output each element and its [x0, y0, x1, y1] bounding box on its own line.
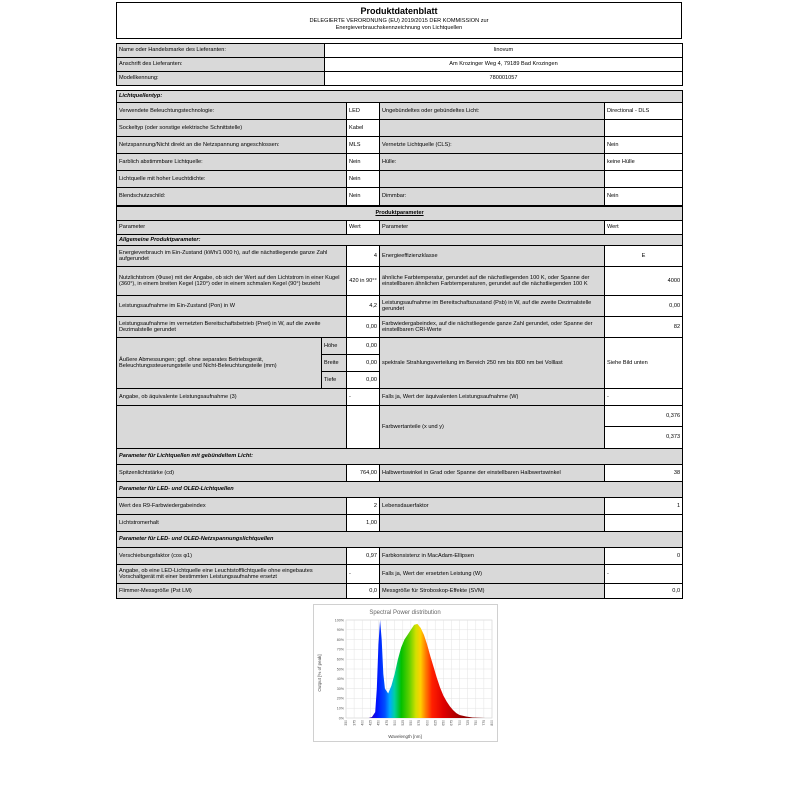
param-label: Angabe, ob eine LED-Lichtquelle eine Leuchtstofflichtquelle ohne eingebautes Vorschaltgerät mit einer bestimmten Leistungsaufnahme ersetzt [117, 565, 347, 584]
param-label: Wert des R9-Farbwiedergabeindex [117, 498, 347, 515]
x-tick-label: 375 [352, 720, 357, 726]
x-tick-label: 350 [344, 720, 349, 726]
supplier-table [116, 43, 683, 86]
param-label: Energieverbrauch im Ein-Zustand (kWh/1 000 h), auf die nächstliegende ganze Zahl aufgerundet [117, 246, 347, 267]
param-label: Leistungsaufnahme im Ein-Zustand (Pon) in W [117, 296, 347, 317]
regulation-line-2: Energieverbrauchskennzeichnung von Lichtquellen [335, 24, 463, 31]
dimension-key: Breite [322, 355, 347, 372]
type-label: Dimmbar: [380, 188, 605, 206]
type-label [380, 120, 605, 137]
x-tick-label: 675 [449, 720, 454, 726]
type-label: Hülle: [380, 154, 605, 171]
x-tick-label: 500 [392, 720, 397, 726]
section-allgemein: Allgemeine Produktparameter: [117, 235, 683, 246]
dimensions-label: Äußere Abmessungen; ggf. ohne separates Betriebsgerät, Beleuchtungssteuerungsteile und Nicht-Beleuchtungsteile (mm) [117, 338, 322, 389]
sheet-header [116, 2, 682, 39]
x-tick-label: 625 [433, 720, 438, 726]
param-label: Verschiebungsfaktor (cos φ1) [117, 548, 347, 565]
param-label: Spitzenlichtstärke (cd) [117, 465, 347, 482]
x-tick-label: 475 [384, 720, 389, 726]
col-header-parameter: Parameter [380, 221, 605, 235]
empty-cell [117, 406, 347, 449]
type-label: Ungebündeltes oder gebündeltes Licht: [380, 103, 605, 120]
col-header-parameter: Parameter [117, 221, 347, 235]
x-tick-label: 700 [457, 720, 462, 726]
param-label: Messgröße für Stroboskop-Effekte (SVM) [380, 584, 605, 599]
param-value: 1 [605, 498, 683, 515]
type-value: Nein [347, 171, 380, 188]
regulation-line: DELEGIERTE VERORDNUNG (EU) 2019/2015 DER KOMMISSION zur [309, 18, 489, 25]
type-label: Netzspannung/Nicht direkt an die Netzspannung angeschlossen: [117, 137, 347, 154]
y-ticks [335, 618, 345, 720]
param-label: Farbwiedergabeindex, auf die nächstliegende ganze Zahl gerundet, oder Spanne der einstellbaren CRI-Werte [380, 317, 605, 338]
dimension-key: Tiefe [322, 372, 347, 389]
dimension-value: 0,00 [347, 372, 380, 389]
x-tick-label: 450 [376, 720, 381, 726]
param-value: 82 [605, 317, 683, 338]
x-tick-label: 575 [417, 720, 422, 726]
type-value: keine Hülle [605, 154, 683, 171]
supplier-name-label: Name oder Handelsmarke des Lieferanten: [117, 44, 325, 58]
x-tick-label: 600 [425, 720, 430, 726]
y-tick-label: 100% [334, 618, 344, 623]
param-value: 4 [347, 246, 380, 267]
section-gebuendelt: Parameter für Lichtquellen mit gebündeltem Licht: [117, 449, 683, 465]
x-tick-label: 525 [400, 720, 405, 726]
y-tick-label: 10% [336, 706, 344, 711]
y-tick-label: 70% [336, 647, 344, 652]
product-data-sheet [116, 2, 682, 599]
y-tick-label: 50% [336, 667, 344, 672]
param-label: Leistungsaufnahme im vernetzten Bereitschaftsbetrieb (Pnet) in W, auf die zweite Dezimalstelle gerundet [117, 317, 347, 338]
param-value: 2 [347, 498, 380, 515]
param-value: 38 [605, 465, 683, 482]
supplier-name-value: linovum [325, 44, 683, 58]
spectral-chart [313, 604, 498, 742]
param-label: Lebensdauerfaktor [380, 498, 605, 515]
chromaticity-y: 0,373 [605, 427, 683, 449]
param-value: - [605, 389, 683, 406]
param-label: Leistungsaufnahme im Bereitschaftszustand (Psb) in W, auf die zweite Dezimalstelle gerundet [380, 296, 605, 317]
x-tick-label: 800 [490, 720, 495, 726]
type-value: Directional - DLS [605, 103, 683, 120]
col-header-wert: Wert [347, 221, 380, 235]
param-value: 0,00 [605, 296, 683, 317]
product-parameters-table [116, 206, 683, 599]
x-tick-label: 725 [465, 720, 470, 726]
supplier-address-label: Anschrift des Lieferanten: [117, 58, 325, 72]
chart-title: Spectral Power distribution [369, 610, 441, 616]
type-label: Blendschutzschild: [117, 188, 347, 206]
x-tick-label: 650 [441, 720, 446, 726]
section-led: Parameter für LED- und OLED-Lichtquellen [117, 482, 683, 498]
y-tick-label: 30% [336, 686, 344, 691]
spectral-label: spektrale Strahlungsverteilung im Bereich 250 nm bis 800 nm bei Volllast [380, 338, 605, 389]
spectral-value: Siehe Bild unten [605, 338, 683, 389]
type-label: Farblich abstimmbare Lichtquelle: [117, 154, 347, 171]
y-tick-label: 60% [336, 657, 344, 662]
type-label: Sockeltyp (oder sonstige elektrische Schnittstelle) [117, 120, 347, 137]
param-label: ähnliche Farbtemperatur, gerundet auf die nächstliegenden 100 K, oder Spanne der einstellbaren ähnlichen Farbtemperaturen, gerundet auf die nächstliegenden 100 K [380, 267, 605, 296]
empty-cell [380, 515, 605, 532]
x-ticks [344, 720, 494, 726]
param-value: - [347, 565, 380, 584]
param-value: 764,00 [347, 465, 380, 482]
y-tick-label: 80% [336, 637, 344, 642]
param-label: Halbwertswinkel in Grad oder Spanne der einstellbaren Halbwertswinkel [380, 465, 605, 482]
param-value: 0,0 [347, 584, 380, 599]
dimension-key: Höhe [322, 338, 347, 355]
type-value [605, 171, 683, 188]
x-tick-label: 750 [473, 720, 478, 726]
type-value: MLS [347, 137, 380, 154]
chromaticity-x: 0,376 [605, 406, 683, 427]
x-tick-label: 775 [482, 720, 487, 726]
dimension-value: 0,00 [347, 355, 380, 372]
param-label: Lichtstromerhalt [117, 515, 347, 532]
param-label: Flimmer-Messgröße (Pst LM) [117, 584, 347, 599]
type-label: Vernetzte Lichtquelle (CLS): [380, 137, 605, 154]
section-netz: Parameter für LED- und OLED-Netzspannungslichtquellen [117, 532, 683, 548]
section-produktparameter: Produktparameter [117, 207, 683, 221]
param-value: 0,00 [347, 317, 380, 338]
type-label: Lichtquelle mit hoher Leuchtdichte: [117, 171, 347, 188]
y-axis-label: Output [% of peak] [317, 654, 322, 692]
param-value: 4000 [605, 267, 683, 296]
section-lichtquellentyp: Lichtquellentyp: [117, 91, 683, 103]
x-axis-label: Wavelength [nm] [388, 734, 422, 739]
x-tick-label: 400 [360, 720, 365, 726]
dimension-value: 0,00 [347, 338, 380, 355]
light-source-type-table [116, 90, 683, 206]
param-value: - [347, 389, 380, 406]
col-header-wert: Wert [605, 221, 683, 235]
param-label: Energieeffizienzklasse [380, 246, 605, 267]
y-tick-label: 90% [336, 628, 344, 633]
param-value: 0 [605, 548, 683, 565]
param-value: 420 in 90°° [347, 267, 380, 296]
empty-cell [347, 406, 380, 449]
type-label [380, 171, 605, 188]
param-value: E [605, 246, 683, 267]
type-value: Nein [605, 137, 683, 154]
x-tick-label: 425 [368, 720, 373, 726]
type-value: LED [347, 103, 380, 120]
param-value: 0,0 [605, 584, 683, 599]
param-label: Farbkonsistenz in MacAdam-Ellipsen [380, 548, 605, 565]
type-label: Verwendete Beleuchtungstechnologie: [117, 103, 347, 120]
type-value: Nein [605, 188, 683, 206]
y-tick-label: 20% [336, 696, 344, 701]
x-tick-label: 550 [409, 720, 414, 726]
param-label: Angabe, ob äquivalente Leistungsaufnahme (3) [117, 389, 347, 406]
sheet-title: Produktdatenblatt [360, 6, 438, 16]
param-value: - [605, 565, 683, 584]
type-value [605, 120, 683, 137]
param-label: Falls ja, Wert der äquivalenten Leistungsaufnahme (W) [380, 389, 605, 406]
param-value: 1,00 [347, 515, 380, 532]
empty-cell [605, 515, 683, 532]
chromaticity-label: Farbwertanteile (x und y) [380, 406, 605, 449]
param-value: 4,2 [347, 296, 380, 317]
spectral-chart-svg [314, 605, 497, 741]
supplier-address-value: Am Krozinger Weg 4, 79189 Bad Krozingen [325, 58, 683, 72]
model-id-label: Modellkennung: [117, 72, 325, 86]
y-tick-label: 0% [338, 716, 344, 721]
type-value: Nein [347, 188, 380, 206]
type-value: Nein [347, 154, 380, 171]
y-tick-label: 40% [336, 677, 344, 682]
model-id-value: 780001057 [325, 72, 683, 86]
param-label: Nutzlichtstrom (Φuse) mit der Angabe, ob sich der Wert auf den Lichtstrom in einer Kugel (360°), in einem breiten Kegel (120°) oder in einem schmalen Kegel (90°) bezieht [117, 267, 347, 296]
param-value: 0,97 [347, 548, 380, 565]
type-value: Kabel [347, 120, 380, 137]
param-label: Falls ja, Wert der ersetzten Leistung (W) [380, 565, 605, 584]
